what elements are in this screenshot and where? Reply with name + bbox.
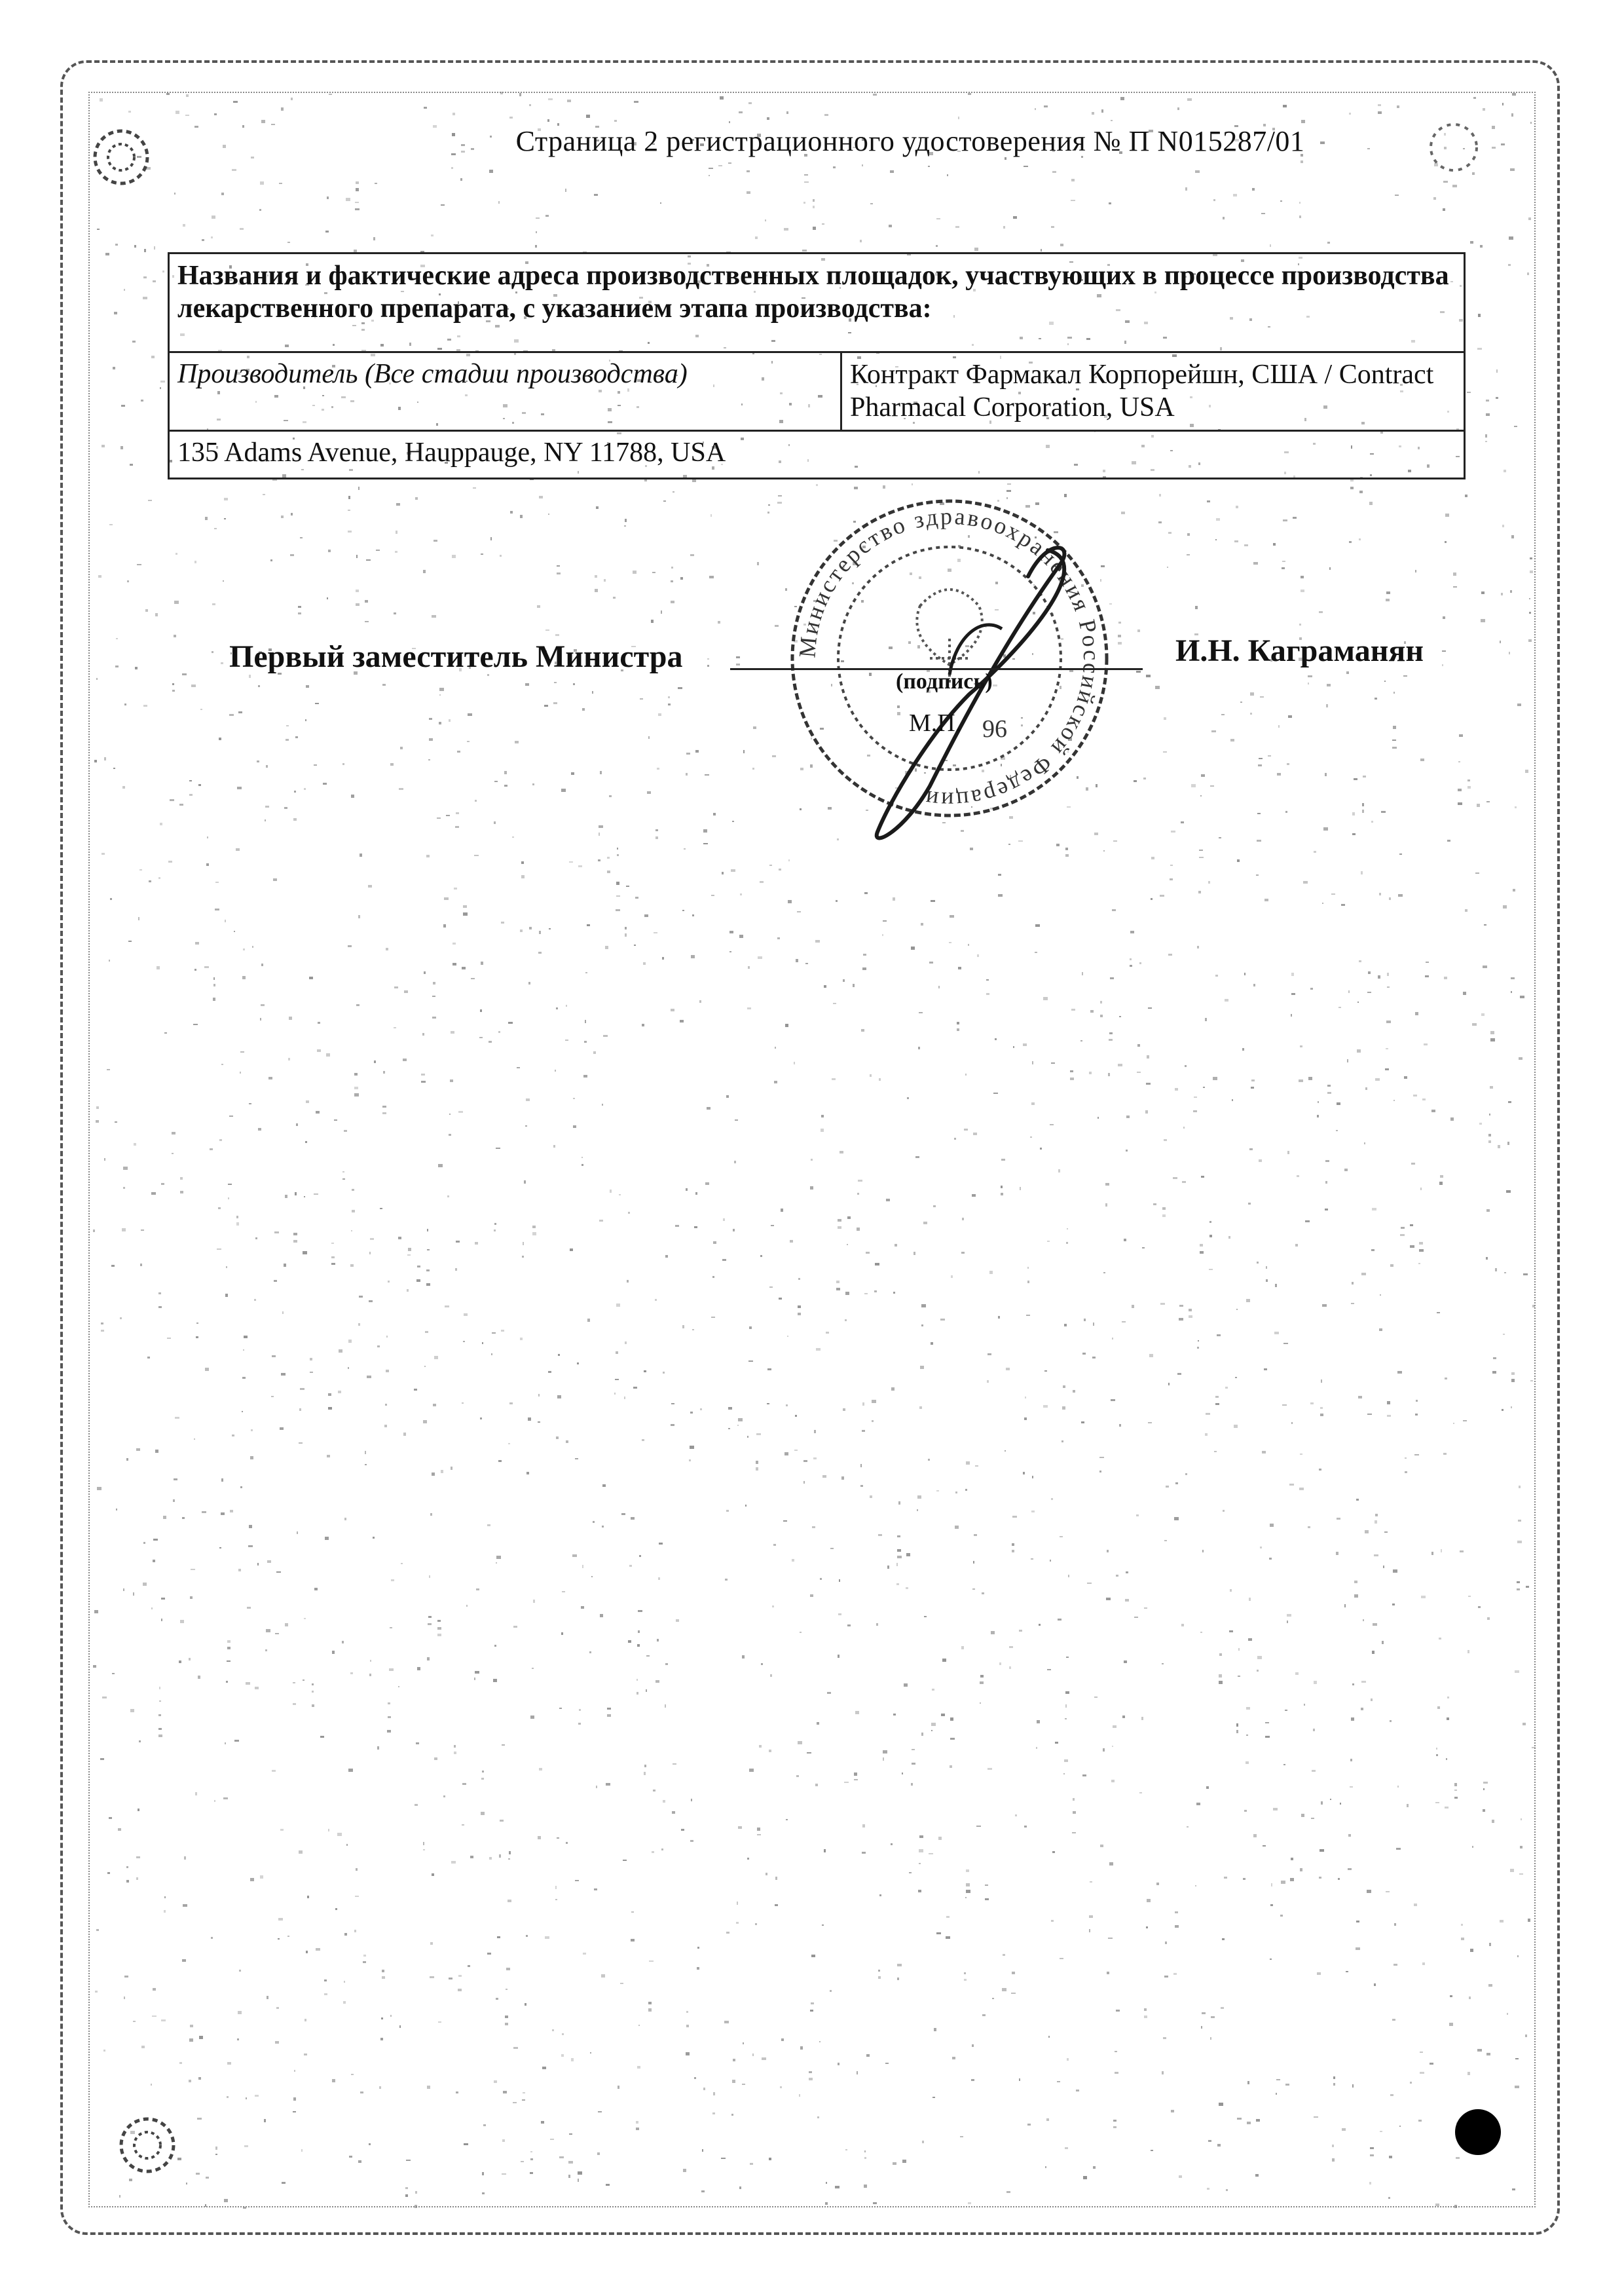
manufacturer-name: Контракт Фармакал Корпорейшн, США / Contract Pharmacal Corporation, USA bbox=[841, 352, 1465, 431]
table-row bbox=[169, 253, 1465, 352]
table-row bbox=[169, 430, 1465, 478]
punch-hole-mark bbox=[1455, 2109, 1501, 2155]
signature-caption: (подпись) bbox=[896, 669, 993, 694]
page-header bbox=[0, 124, 1624, 158]
table-heading: Названия и фактические адреса производственных площадок, участвующих в процессе производства лекарственного препарата, с указанием этапа производства: bbox=[169, 253, 1465, 352]
page-header-text: Страница 2 регистрационного удостоверения № П N015287/01 bbox=[515, 125, 1305, 157]
seal-caption: М.П. bbox=[909, 709, 962, 737]
signer-name: И.Н. Каграманян bbox=[1175, 633, 1424, 668]
manufacturing-sites-table bbox=[168, 252, 1466, 479]
corner-ornament-icon bbox=[105, 2103, 190, 2188]
seal-number: 96 bbox=[982, 715, 1007, 743]
signer-position-title: Первый заместитель Министра bbox=[229, 639, 683, 674]
manufacturer-address: 135 Adams Avenue, Hauppauge, NY 11788, USA bbox=[169, 430, 1465, 478]
manufacturer-label: Производитель (Все стадии производства) bbox=[169, 352, 841, 431]
seal-ring-text: Министерство здравоохранения Российской Федерации bbox=[794, 502, 1105, 814]
table-row bbox=[169, 352, 1465, 431]
